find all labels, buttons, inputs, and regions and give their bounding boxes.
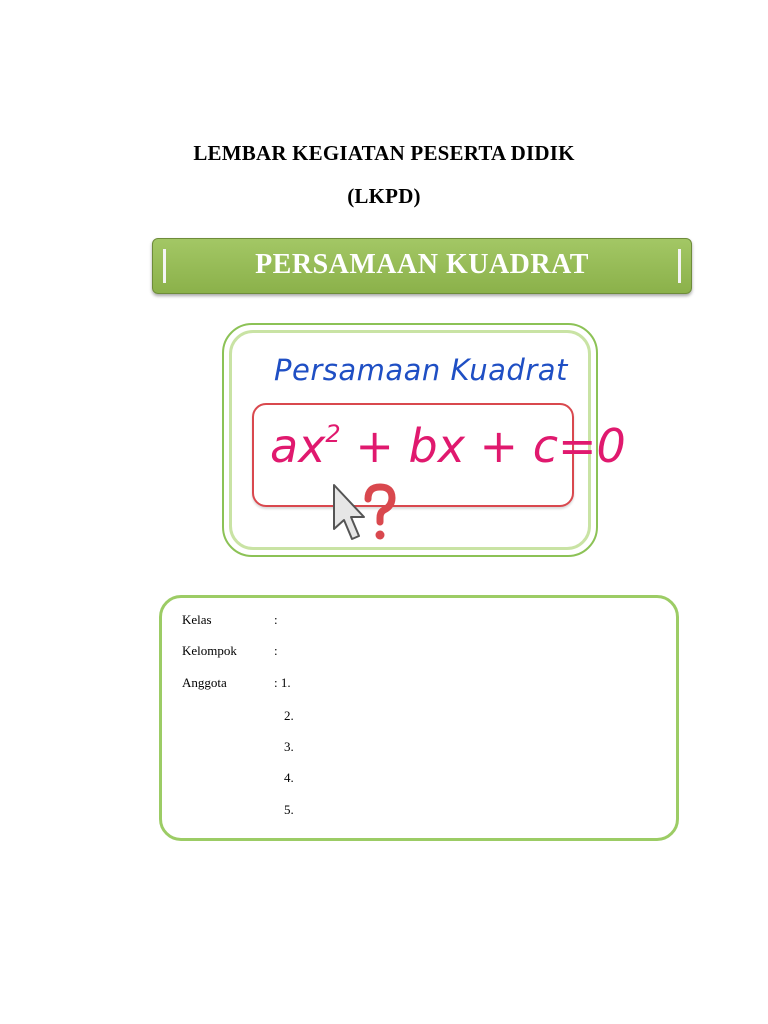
member-item[interactable]: 2. <box>284 708 294 723</box>
document-title: LEMBAR KEGIATAN PESERTA DIDIK <box>193 141 575 165</box>
field-label: Anggota <box>182 675 227 690</box>
equation-box <box>252 403 626 507</box>
equation-exponent: 2 <box>325 419 341 448</box>
member-item[interactable]: 5. <box>284 802 294 817</box>
illustration-title: Persamaan Kuadrat <box>274 353 568 387</box>
banner-right-bar <box>678 249 681 283</box>
document-subtitle: (LKPD) <box>347 184 421 208</box>
field-label: Kelas <box>182 612 212 627</box>
field-value[interactable]: : <box>274 643 278 658</box>
field-label: Kelompok <box>182 643 237 658</box>
member-item[interactable]: 4. <box>284 770 294 785</box>
equation-term-ax: ax <box>270 419 326 473</box>
group-info-form <box>159 595 679 841</box>
equation-illustration <box>222 323 626 557</box>
cursor-question-icon <box>328 483 400 543</box>
topic-banner <box>152 238 692 294</box>
field-value[interactable]: : 1. <box>274 675 291 690</box>
quadratic-equation <box>270 419 626 473</box>
equation-rest: + bx + c=0 <box>340 419 626 473</box>
member-item[interactable]: 3. <box>284 739 294 754</box>
field-value[interactable]: : <box>274 612 278 627</box>
banner-title: PERSAMAAN KUADRAT <box>255 249 589 280</box>
